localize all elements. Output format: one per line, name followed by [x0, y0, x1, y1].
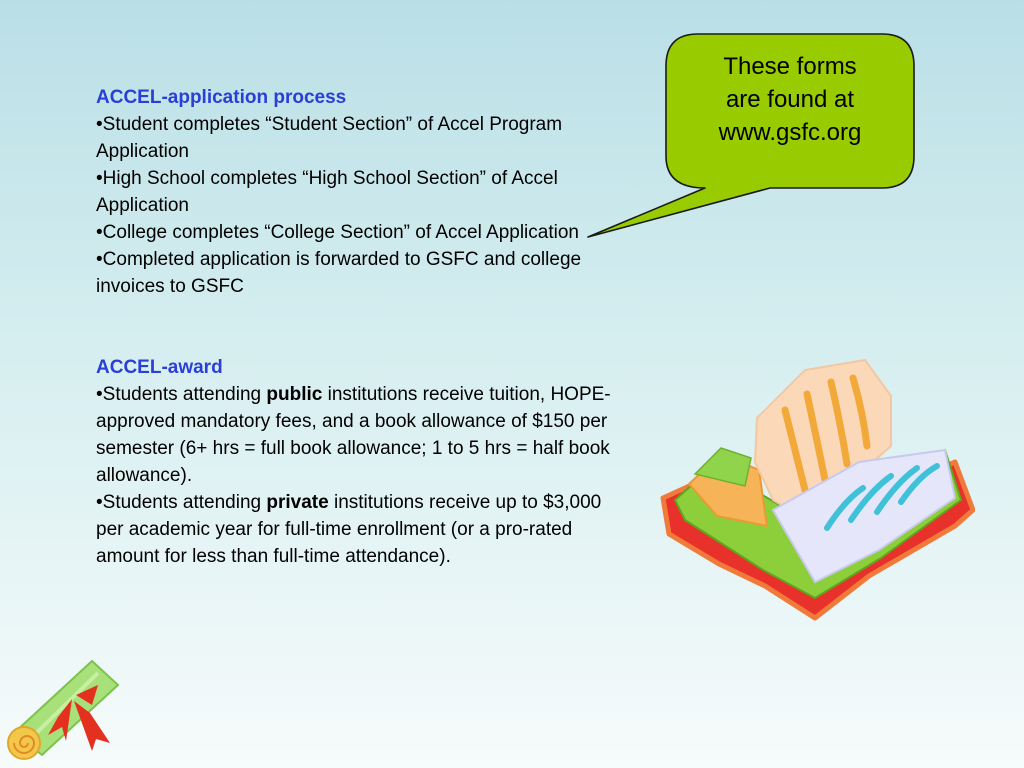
private-prefix: •Students attending: [96, 492, 267, 513]
callout-line-3: www.gsfc.org: [718, 119, 862, 146]
private-emphasis: private: [266, 492, 329, 513]
callout-line-1: These forms: [723, 53, 857, 80]
public-suffix: institutions receive tuition, HOPE-approved mandatory fees, and a book allowance of $150 per semester (6+ hrs = full book allowance; 1 to 5 hrs = half book allowance).: [96, 384, 611, 486]
process-bullet-1: •Student completes “Student Section” of Accel Program Application: [96, 114, 563, 162]
open-book-icon: [655, 350, 975, 622]
award-bullet-public: [96, 381, 616, 489]
slide-body: [96, 84, 616, 570]
process-heading: ACCEL-application process: [96, 87, 347, 108]
callout-text: [680, 50, 900, 149]
section-gap: [96, 300, 616, 354]
process-bullet-4: •Completed application is forwarded to GSFC and college invoices to GSFC: [96, 249, 582, 297]
process-bullet-3: •College completes “College Section” of Accel Application: [96, 222, 579, 243]
private-suffix: institutions receive up to $3,000 per academic year for full-time enrollment (or a pro-rated amount for less than full-time attendance).: [96, 492, 602, 567]
callout-line-2: are found at: [725, 86, 855, 113]
award-bullet-private: [96, 489, 616, 570]
diploma-scroll-icon: [0, 655, 130, 760]
award-heading: ACCEL-award: [96, 357, 223, 378]
public-emphasis: public: [266, 384, 323, 405]
public-prefix: •Students attending: [96, 384, 267, 405]
process-bullet-2: •High School completes “High School Section” of Accel Application: [96, 168, 558, 216]
